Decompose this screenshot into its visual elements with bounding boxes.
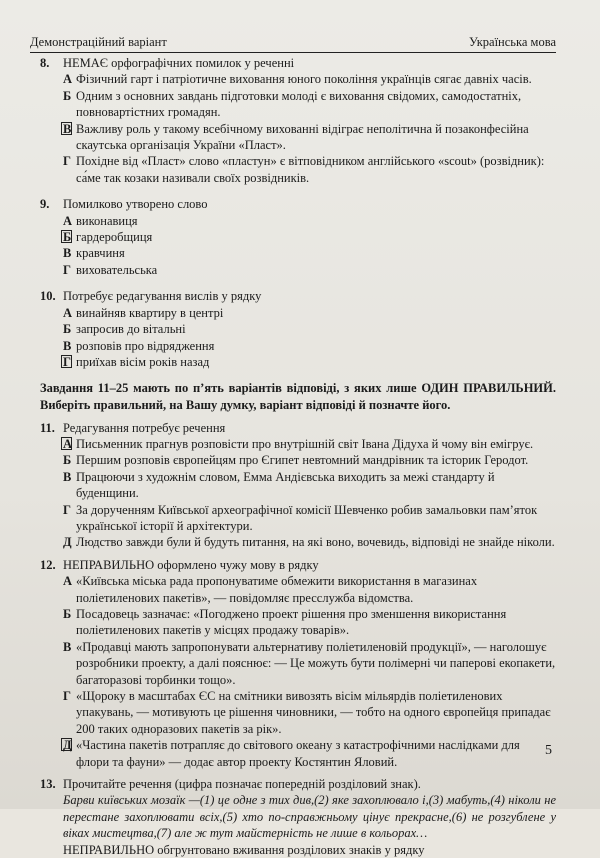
option-letter: Д: [63, 535, 72, 550]
answer-option[interactable]: [40, 639, 556, 688]
answer-option[interactable]: [40, 502, 556, 535]
question-10: [40, 288, 556, 304]
answer-option[interactable]: [40, 71, 556, 87]
option-letter: А: [63, 213, 73, 228]
question-8-options: [40, 71, 556, 186]
option-text: виконавиця: [76, 213, 138, 228]
option-letter: А: [63, 305, 73, 320]
option-letter: Б: [63, 230, 72, 245]
header-left: Демонстраційний варіант: [30, 35, 167, 49]
option-text: винайняв квартиру в центрі: [76, 305, 224, 320]
option-text: Важливу роль у такому всебічному вихованні відіграє неполітична й позаконфесійна скаутська організація України «Пласт».: [76, 121, 529, 153]
question-number: 12.: [40, 557, 56, 572]
question-11-options: [40, 436, 556, 551]
option-text: Письменник прагнув розповісти про внутрішній світ Івана Дідуха й чому він емігрує.: [76, 436, 534, 451]
option-text: Працюючи з художнім словом, Емма Андієвська виходить за межі стандарту й буденщини.: [76, 469, 495, 501]
question-text: НЕПРАВИЛЬНО оформлено чужу мову в рядку: [63, 557, 319, 572]
option-letter: Г: [63, 262, 71, 277]
option-letter: Г: [63, 502, 71, 517]
option-letter: А: [63, 436, 73, 451]
option-letter: Б: [63, 322, 72, 337]
option-text: «Частина пакетів потрапляє до світового океану з катастрофічними наслідками для флори та фауни» — додає автор проекту Костянтин Яловий.: [76, 738, 520, 769]
option-letter: Г: [63, 154, 71, 169]
answer-option[interactable]: [40, 573, 556, 606]
option-text: Одним з основних завдань підготовки молоді є виховання свідомих, самодостатніх, повновартістних громадян.: [76, 88, 522, 120]
answer-option[interactable]: [40, 606, 556, 639]
answer-option[interactable]: [40, 262, 556, 278]
question-13-prompt: НЕПРАВИЛЬНО обгрунтовано вживання розділових знаків у рядку: [63, 842, 425, 857]
content: [40, 53, 556, 858]
answer-option[interactable]: [40, 469, 556, 502]
option-letter: А: [63, 574, 73, 589]
question-text: НЕМАЄ орфографічних помилок у реченні: [63, 56, 295, 70]
question-number: 13.: [40, 777, 56, 792]
question-11: [40, 420, 556, 436]
question-13: [40, 776, 556, 792]
option-text: Людство завжди були й будуть питання, на які воно, вочевидь, відповіді не знайде ніколи.: [76, 535, 555, 550]
option-text: Похідне від «Пласт» слово «пластун» є вітповідником англійського «scout» (розвідник): са́ме так козаки називали своїх розвідників.: [76, 154, 545, 185]
option-letter: В: [63, 121, 72, 136]
question-12-options: [40, 573, 556, 770]
answer-option[interactable]: [40, 213, 556, 229]
option-text: Посадовець зазначає: «Погоджено проект рішення про зменшення використання поліетиленових пакетів у місцях продажу товарів».: [76, 606, 507, 638]
answer-option[interactable]: [40, 452, 556, 468]
option-text: кравчиня: [76, 246, 125, 261]
question-9-options: [40, 213, 556, 279]
answer-option[interactable]: [40, 321, 556, 337]
answer-option[interactable]: [40, 534, 556, 550]
answer-option[interactable]: [40, 121, 556, 154]
page-number: 5: [545, 743, 552, 758]
option-letter: В: [63, 338, 72, 353]
answer-option[interactable]: [40, 153, 556, 186]
page-header: [30, 34, 556, 53]
question-number: 8.: [40, 56, 50, 70]
question-12: [40, 557, 556, 573]
answer-option[interactable]: [40, 737, 556, 770]
option-letter: Б: [63, 606, 72, 621]
option-text: запросив до вітальні: [76, 322, 186, 337]
option-letter: Б: [63, 453, 72, 468]
question-text: Помилково утворено слово: [63, 197, 208, 212]
option-text: гардеробщиця: [76, 230, 153, 245]
question-number: 10.: [40, 289, 56, 304]
task-instructions: Завдання 11–25 мають по п’ять варіантів відповіді, з яких лише ОДИН ПРАВИЛЬНИЙ. Виберіть правильний, на Вашу думку, варіант відповіді й позначте його.: [40, 381, 556, 412]
question-8: [40, 55, 556, 71]
quoted-sentence: Барви київських мозаїк —(1) це одне з тих див,(2) яке захоплювало і,(3) мабуть,(4) ніколи не перестане захоплювати всіх,(5) хто по-справжньому цінує прекрасне,(6) не розгублене у віках мистецтва,(7) але ж тут майстерність не лише в кольорах…: [63, 793, 556, 841]
question-9: [40, 196, 556, 212]
question-number: 9.: [40, 197, 50, 212]
option-letter: А: [63, 72, 73, 87]
option-letter: Д: [63, 738, 72, 753]
option-letter: Г: [63, 689, 71, 703]
option-letter: Б: [63, 88, 72, 103]
option-text: «Щороку в масштабах ЄС на смітники вивозять вісім мільярдів поліетиленових упакувань, — мотивують це рішення чиновники, — тобто на одного європейця припадає 200 таких одноразових пакетів за рік».: [76, 689, 551, 736]
option-letter: В: [63, 246, 72, 261]
answer-option[interactable]: [40, 688, 556, 737]
answer-option[interactable]: [40, 305, 556, 321]
answer-option[interactable]: [40, 338, 556, 354]
question-text: Редагування потребує речення: [63, 420, 226, 435]
option-letter: В: [63, 469, 72, 484]
option-text: «Продавці мають запропонувати альтернативу поліетиленовій продукції», — наголошує розробники проекту, а далі пояснює: — Це можуть бути полімерні чи паперові екопакети, багаторазові торбинки тощо».: [76, 639, 556, 687]
option-letter: В: [63, 639, 72, 654]
answer-option[interactable]: [40, 88, 556, 121]
option-text: приїхав вісім років назад: [76, 354, 210, 369]
question-text: Потребує редагування вислів у рядку: [63, 289, 262, 304]
option-text: виховательська: [76, 262, 158, 277]
question-text: Прочитайте речення (цифра позначає попередній розділовий знак).: [63, 777, 421, 792]
answer-option[interactable]: [40, 436, 556, 452]
answer-option[interactable]: [40, 229, 556, 245]
answer-option[interactable]: [40, 245, 556, 261]
option-text: Фізичний гарт і патріотичне виховання юного покоління українців сягає давніх часів.: [76, 72, 532, 87]
answer-option[interactable]: [40, 354, 556, 370]
option-text: розповів про відрядження: [76, 338, 215, 353]
option-text: Першим розповів європейцям про Єгипет невтомний мандрівник та історик Геродот.: [76, 453, 529, 468]
option-text: «Київська міська рада пропонуватиме обмежити використання в магазинах поліетиленових пакетів», — повідомляє пресслужба відомства.: [76, 574, 478, 605]
question-10-options: [40, 305, 556, 371]
header-right: Українська мова: [468, 35, 556, 49]
question-number: 11.: [40, 420, 55, 435]
option-letter: Г: [63, 354, 71, 369]
option-text: За дорученням Київської археографічної комісії Шевченко робив замальовки пам’яток української історії й архітектури.: [76, 502, 538, 533]
